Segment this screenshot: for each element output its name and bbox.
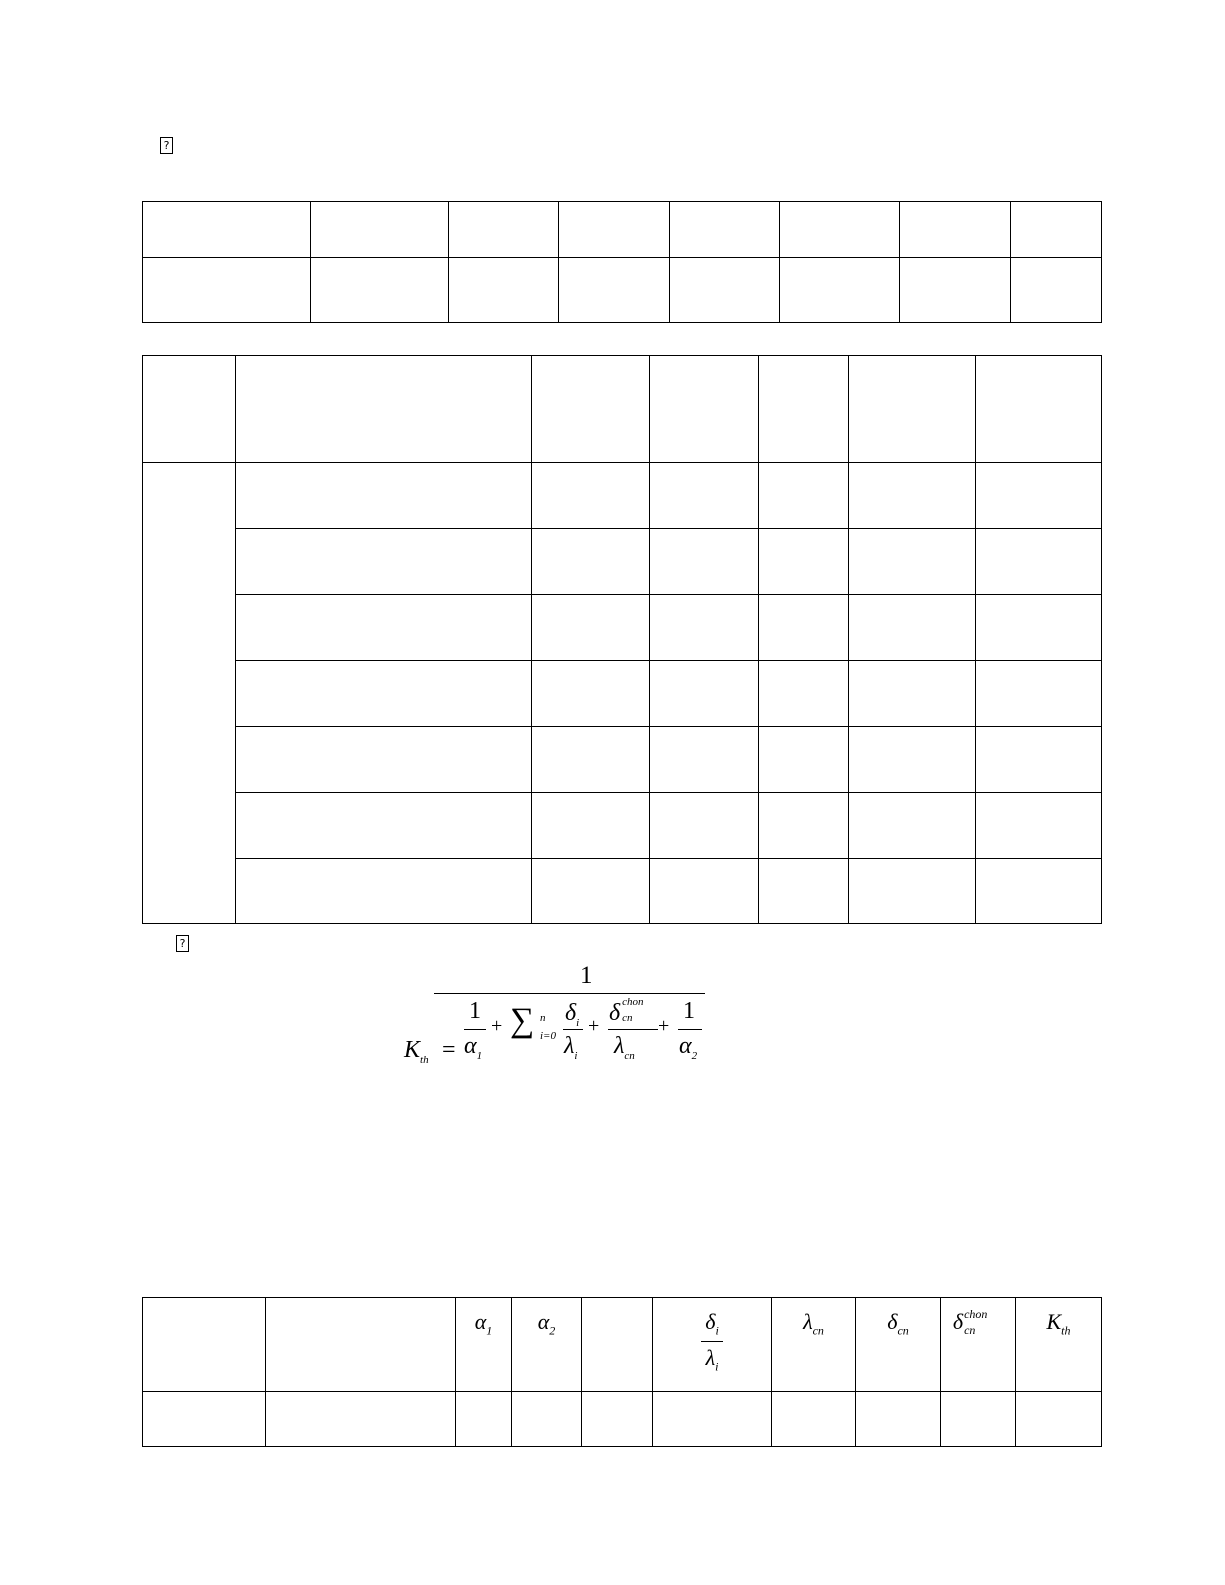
table-cell [849, 529, 976, 595]
table-cell [759, 727, 849, 793]
term3-denominator: $\lambda_{cn}$ [614, 1033, 635, 1062]
table-cell [512, 1392, 582, 1447]
table-header-cell [976, 356, 1102, 463]
table-header-row [143, 356, 1102, 463]
table-cell [1016, 1392, 1102, 1447]
term4-denominator: $\alpha_2$ [679, 1033, 698, 1062]
term2-numerator: $\delta_i$ [565, 1000, 580, 1029]
plus-sign: + [588, 1015, 600, 1037]
table-cell [650, 859, 759, 924]
table-cell [650, 661, 759, 727]
table-cell [653, 1392, 772, 1447]
term4-bar [678, 1029, 702, 1030]
table-cell [849, 727, 976, 793]
table-cell [900, 202, 1011, 258]
table-cell [236, 463, 532, 529]
table-2 [142, 355, 1102, 924]
table-cell [849, 595, 976, 661]
header-alpha1: $\alpha_1$ [456, 1298, 512, 1392]
table-cell [311, 258, 449, 323]
term1-denominator: $\alpha_1$ [464, 1033, 483, 1062]
table-header-cell [650, 356, 759, 463]
table-row [143, 595, 1102, 661]
table-cell [449, 258, 559, 323]
table-cell [266, 1392, 456, 1447]
table-cell [236, 529, 532, 595]
table-cell [559, 258, 670, 323]
table-cell [759, 529, 849, 595]
table-3 [142, 1297, 1102, 1447]
table-cell [236, 661, 532, 727]
table-header-cell [143, 1298, 266, 1392]
table-header-cell [236, 356, 532, 463]
table-header-cell [143, 356, 236, 463]
table-row [143, 1392, 1102, 1447]
term2-bar [563, 1029, 583, 1030]
header-delta-cn-chon: δ chon cn [941, 1298, 1016, 1392]
table-header-cell [266, 1298, 456, 1392]
table-cell [650, 529, 759, 595]
table-cell [532, 661, 650, 727]
table-row [143, 463, 1102, 529]
table-cell [1011, 258, 1102, 323]
sigma-upper: n [540, 1012, 546, 1024]
sigma-symbol: ∑ [510, 1002, 535, 1039]
table-cell [849, 463, 976, 529]
table-cell [532, 793, 650, 859]
table-cell [849, 859, 976, 924]
plus-sign: + [658, 1015, 670, 1037]
term3-numerator: δ chon cn [609, 996, 644, 1026]
table-cell [650, 595, 759, 661]
table-cell [532, 859, 650, 924]
table-cell [650, 727, 759, 793]
table-cell [759, 661, 849, 727]
term4-numerator: 1 [683, 998, 695, 1024]
table-cell [976, 793, 1102, 859]
table-cell [759, 595, 849, 661]
table-cell [456, 1392, 512, 1447]
table-header-cell [532, 356, 650, 463]
table-row [143, 202, 1102, 258]
table-cell [559, 202, 670, 258]
table-cell [143, 1392, 266, 1447]
table-cell [670, 202, 780, 258]
sigma-lower: i=0 [540, 1030, 556, 1042]
table-cell [849, 793, 976, 859]
term3-bar [608, 1029, 658, 1030]
table-cell [976, 595, 1102, 661]
table-row [143, 258, 1102, 323]
table-cell [236, 595, 532, 661]
table-cell [976, 727, 1102, 793]
table-cell [532, 529, 650, 595]
formula-numerator: 1 [580, 962, 593, 989]
table-cell [780, 202, 900, 258]
table-header-cell [849, 356, 976, 463]
header-k-th: $K_{th}$ [1016, 1298, 1102, 1392]
table-cell [670, 258, 780, 323]
table-cell [849, 661, 976, 727]
table-header-cell [759, 356, 849, 463]
table-header-row [143, 1298, 1102, 1392]
table-cell [759, 793, 849, 859]
table-cell [976, 529, 1102, 595]
table-cell [236, 859, 532, 924]
table-cell [532, 727, 650, 793]
missing-glyph-icon: ? [160, 137, 173, 154]
header-lambda-cn: $\lambda_{cn}$ [772, 1298, 856, 1392]
formula-lhs: $K_{th}$ [404, 1037, 429, 1066]
table-cell [236, 727, 532, 793]
table-cell [900, 258, 1011, 323]
table-cell [532, 463, 650, 529]
plus-sign: + [491, 1015, 503, 1037]
table-cell [532, 595, 650, 661]
table-cell [449, 202, 559, 258]
table-cell [759, 463, 849, 529]
merged-cell [143, 463, 236, 924]
table-row [143, 859, 1102, 924]
table-row [143, 529, 1102, 595]
table-cell [976, 859, 1102, 924]
table-1 [142, 201, 1102, 323]
table-cell [582, 1392, 653, 1447]
table-row [143, 727, 1102, 793]
table-header-cell [582, 1298, 653, 1392]
term2-denominator: $\lambda_i$ [564, 1033, 578, 1062]
table-cell [780, 258, 900, 323]
table-cell [1011, 202, 1102, 258]
table-row [143, 793, 1102, 859]
table-cell [143, 202, 311, 258]
k-th-formula [398, 960, 718, 1075]
table-cell [976, 463, 1102, 529]
header-alpha2: $\alpha_2$ [512, 1298, 582, 1392]
formula-main-fraction-bar [434, 993, 705, 994]
table-cell [772, 1392, 856, 1447]
table-cell [650, 793, 759, 859]
header-delta-cn: $\delta_{cn}$ [856, 1298, 941, 1392]
table-cell [856, 1392, 941, 1447]
formula-equals: = [442, 1037, 456, 1063]
table-cell [976, 661, 1102, 727]
missing-glyph-icon: ? [176, 935, 189, 952]
table-cell [236, 793, 532, 859]
term1-numerator: 1 [469, 998, 481, 1024]
term1-bar [464, 1029, 486, 1030]
table-cell [759, 859, 849, 924]
table-cell [143, 258, 311, 323]
table-cell [941, 1392, 1016, 1447]
table-cell [650, 463, 759, 529]
header-delta-over-lambda: $\frac{\delta_i}{\lambda_i}$ [653, 1298, 772, 1392]
table-cell [311, 202, 449, 258]
table-row [143, 661, 1102, 727]
